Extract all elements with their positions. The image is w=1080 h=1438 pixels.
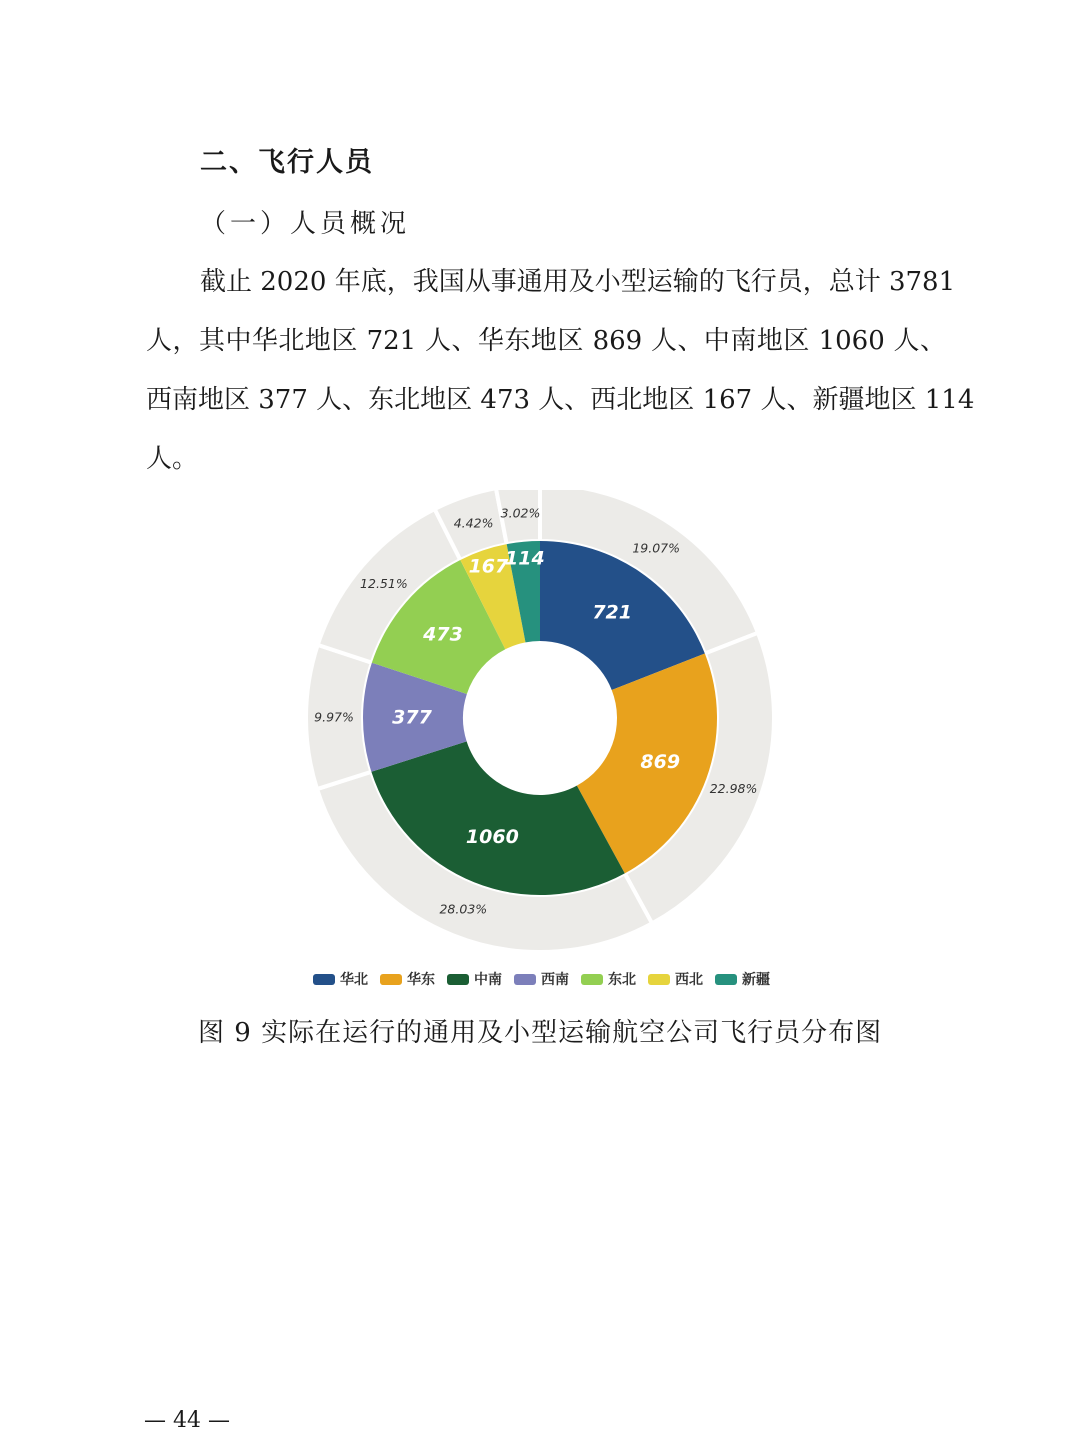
legend-label: 华北 [340, 972, 368, 988]
paragraph-line: 截止 2020 年底，我国从事通用及小型运输的飞行员，总计 3781 [200, 267, 956, 297]
legend-label: 西北 [675, 972, 703, 988]
pilot-distribution-donut-chart [290, 490, 790, 960]
paragraph-line: 人，其中华北地区 721 人、华东地区 869 人、中南地区 1060 人、 [146, 326, 946, 356]
slice-percent-label: 19.07% [632, 540, 680, 556]
legend-item [313, 969, 368, 989]
legend-swatch [313, 974, 335, 985]
slice-percent-label: 9.97% [314, 709, 354, 725]
slice-value-label: 721 [592, 601, 633, 624]
page-number: — 44 — [144, 1408, 230, 1433]
slice-value-label: 114 [505, 547, 545, 570]
legend-label: 西南 [541, 972, 569, 988]
legend-item [514, 969, 569, 989]
section-heading: 二、飞行人员 [200, 147, 374, 178]
slice-percent-label: 22.98% [709, 781, 758, 797]
slice-value-label: 473 [423, 623, 463, 646]
legend-label: 中南 [474, 972, 502, 988]
legend-item [581, 969, 636, 989]
legend-label: 东北 [608, 972, 636, 988]
legend-label: 新疆 [742, 972, 770, 988]
slice-percent-label: 4.42% [453, 515, 494, 531]
body-paragraph [146, 253, 975, 489]
legend-swatch [514, 974, 536, 985]
paragraph-line: 西南地区 377 人、东北地区 473 人、西北地区 167 人、新疆地区 114 [146, 385, 975, 415]
legend-item [648, 969, 703, 989]
legend-item [715, 969, 770, 989]
legend-swatch [715, 974, 737, 985]
chart-legend [313, 967, 782, 991]
legend-label: 华东 [407, 972, 435, 988]
slice-value-label: 1060 [465, 825, 519, 848]
slice-value-label: 869 [640, 750, 681, 773]
figure-caption: 图 9 实际在运行的通用及小型运输航空公司飞行员分布图 [198, 1018, 883, 1048]
paragraph-line: 人。 [146, 444, 199, 474]
legend-item [447, 969, 502, 989]
legend-swatch [581, 974, 603, 985]
legend-swatch [447, 974, 469, 985]
slice-percent-label: 28.03% [439, 901, 488, 917]
legend-swatch [380, 974, 402, 985]
slice-value-label: 167 [468, 555, 509, 578]
subsection-heading: （一）人员概况 [200, 209, 411, 239]
slice-percent-label: 12.51% [360, 576, 408, 592]
slice-percent-label: 3.02% [500, 505, 541, 521]
legend-item [380, 969, 435, 989]
slice-value-label: 377 [392, 706, 432, 729]
legend-swatch [648, 974, 670, 985]
